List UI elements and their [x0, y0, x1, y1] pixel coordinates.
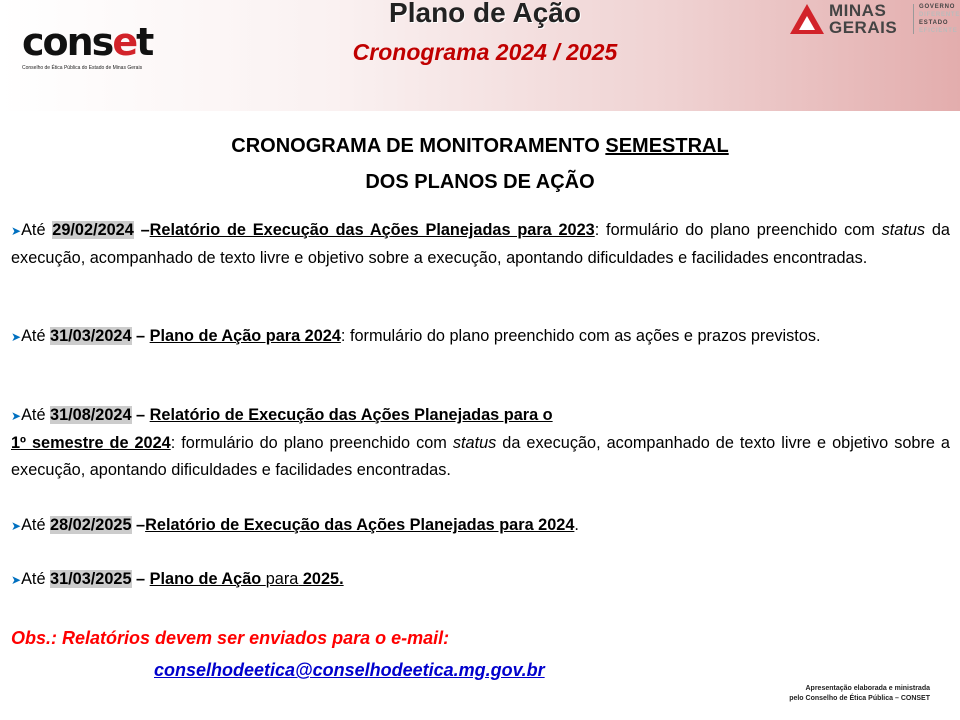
- deliverable-title: Relatório de Execução das Ações Planejadas para 2023: [149, 221, 595, 239]
- arrow-bullet-icon: ➤: [11, 573, 22, 587]
- deadline-date: 31/03/2025: [50, 570, 132, 588]
- minas-gerais-triangle-icon: [789, 3, 825, 35]
- deliverable-title: Plano de Ação: [149, 570, 266, 588]
- section-heading-line1: CRONOGRAMA DE MONITORAMENTO SEMESTRAL: [231, 135, 729, 157]
- schedule-item: ➤Até 31/03/2025 – Plano de Ação para 2025.: [11, 570, 344, 588]
- arrow-bullet-icon: ➤: [11, 330, 22, 344]
- schedule-item: ➤Até 31/03/2024 – Plano de Ação para 2024: formulário do plano preenchido com as ações e prazos previstos.: [11, 327, 821, 345]
- footer-credit: Apresentação elaborada e ministrada pelo Conselho de Ética Pública – CONSET: [789, 685, 930, 702]
- email-link[interactable]: conselhodeetica@conselhodeetica.mg.gov.br: [154, 660, 545, 680]
- minas-gerais-tagline: GOVERNO DIFERENTE ESTADO EFICIENTE: [919, 4, 960, 34]
- deliverable-title: Relatório de Execução das Ações Planejadas para o: [149, 406, 553, 424]
- schedule-item: ➤Até 28/02/2025 –Relatório de Execução das Ações Planejadas para 2024.: [11, 516, 579, 534]
- arrow-bullet-icon: ➤: [11, 224, 22, 238]
- minas-gerais-logo: [789, 2, 959, 38]
- deliverable-title: Relatório de Execução das Ações Planejadas para 2024: [145, 516, 575, 534]
- deadline-date: 31/08/2024: [50, 406, 132, 424]
- schedule-item: ➤Até 31/08/2024 – Relatório de Execução das Ações Planejadas para o 1º semestre de 2024: formulário do plano preenchido com status da execução, acompanhado de texto livre e objetivo sobre a execução, apontando dificuldades e facilidades encontradas.: [11, 406, 950, 479]
- arrow-bullet-icon: ➤: [11, 519, 22, 533]
- page-title: Plano de Ação: [389, 0, 581, 28]
- page-subtitle: Cronograma 2024 / 2025: [352, 39, 618, 65]
- conset-logo-subtitle: Conselho de Ética Pública do Estado de Minas Gerais: [22, 65, 143, 71]
- conset-logo-word: conset: [22, 20, 153, 64]
- deliverable-title-cont: 1º semestre de 2024: [11, 434, 171, 452]
- header-band: [0, 0, 960, 111]
- obs-note: Obs.: Relatórios devem ser enviados para o e-mail:: [11, 628, 450, 648]
- section-heading-line2: DOS PLANOS DE AÇÃO: [365, 171, 595, 193]
- arrow-bullet-icon: ➤: [11, 409, 22, 423]
- deadline-date: 28/02/2025: [50, 516, 132, 534]
- conset-logo: [22, 22, 152, 71]
- schedule-item: ➤Até 29/02/2024 –Relatório de Execução das Ações Planejadas para 2023: formulário do plano preenchido com status da execução, acompanhado de texto livre e objetivo sobre a execução, apontando dificuldades e facilidades encontradas.: [11, 221, 950, 267]
- minas-gerais-name: MINAS GERAIS: [829, 1, 898, 37]
- deadline-date: 31/03/2024: [50, 327, 132, 345]
- minas-gerais-divider: [913, 4, 914, 34]
- deliverable-title: Plano de Ação para 2024: [149, 327, 341, 345]
- deadline-date: 29/02/2024: [52, 221, 134, 239]
